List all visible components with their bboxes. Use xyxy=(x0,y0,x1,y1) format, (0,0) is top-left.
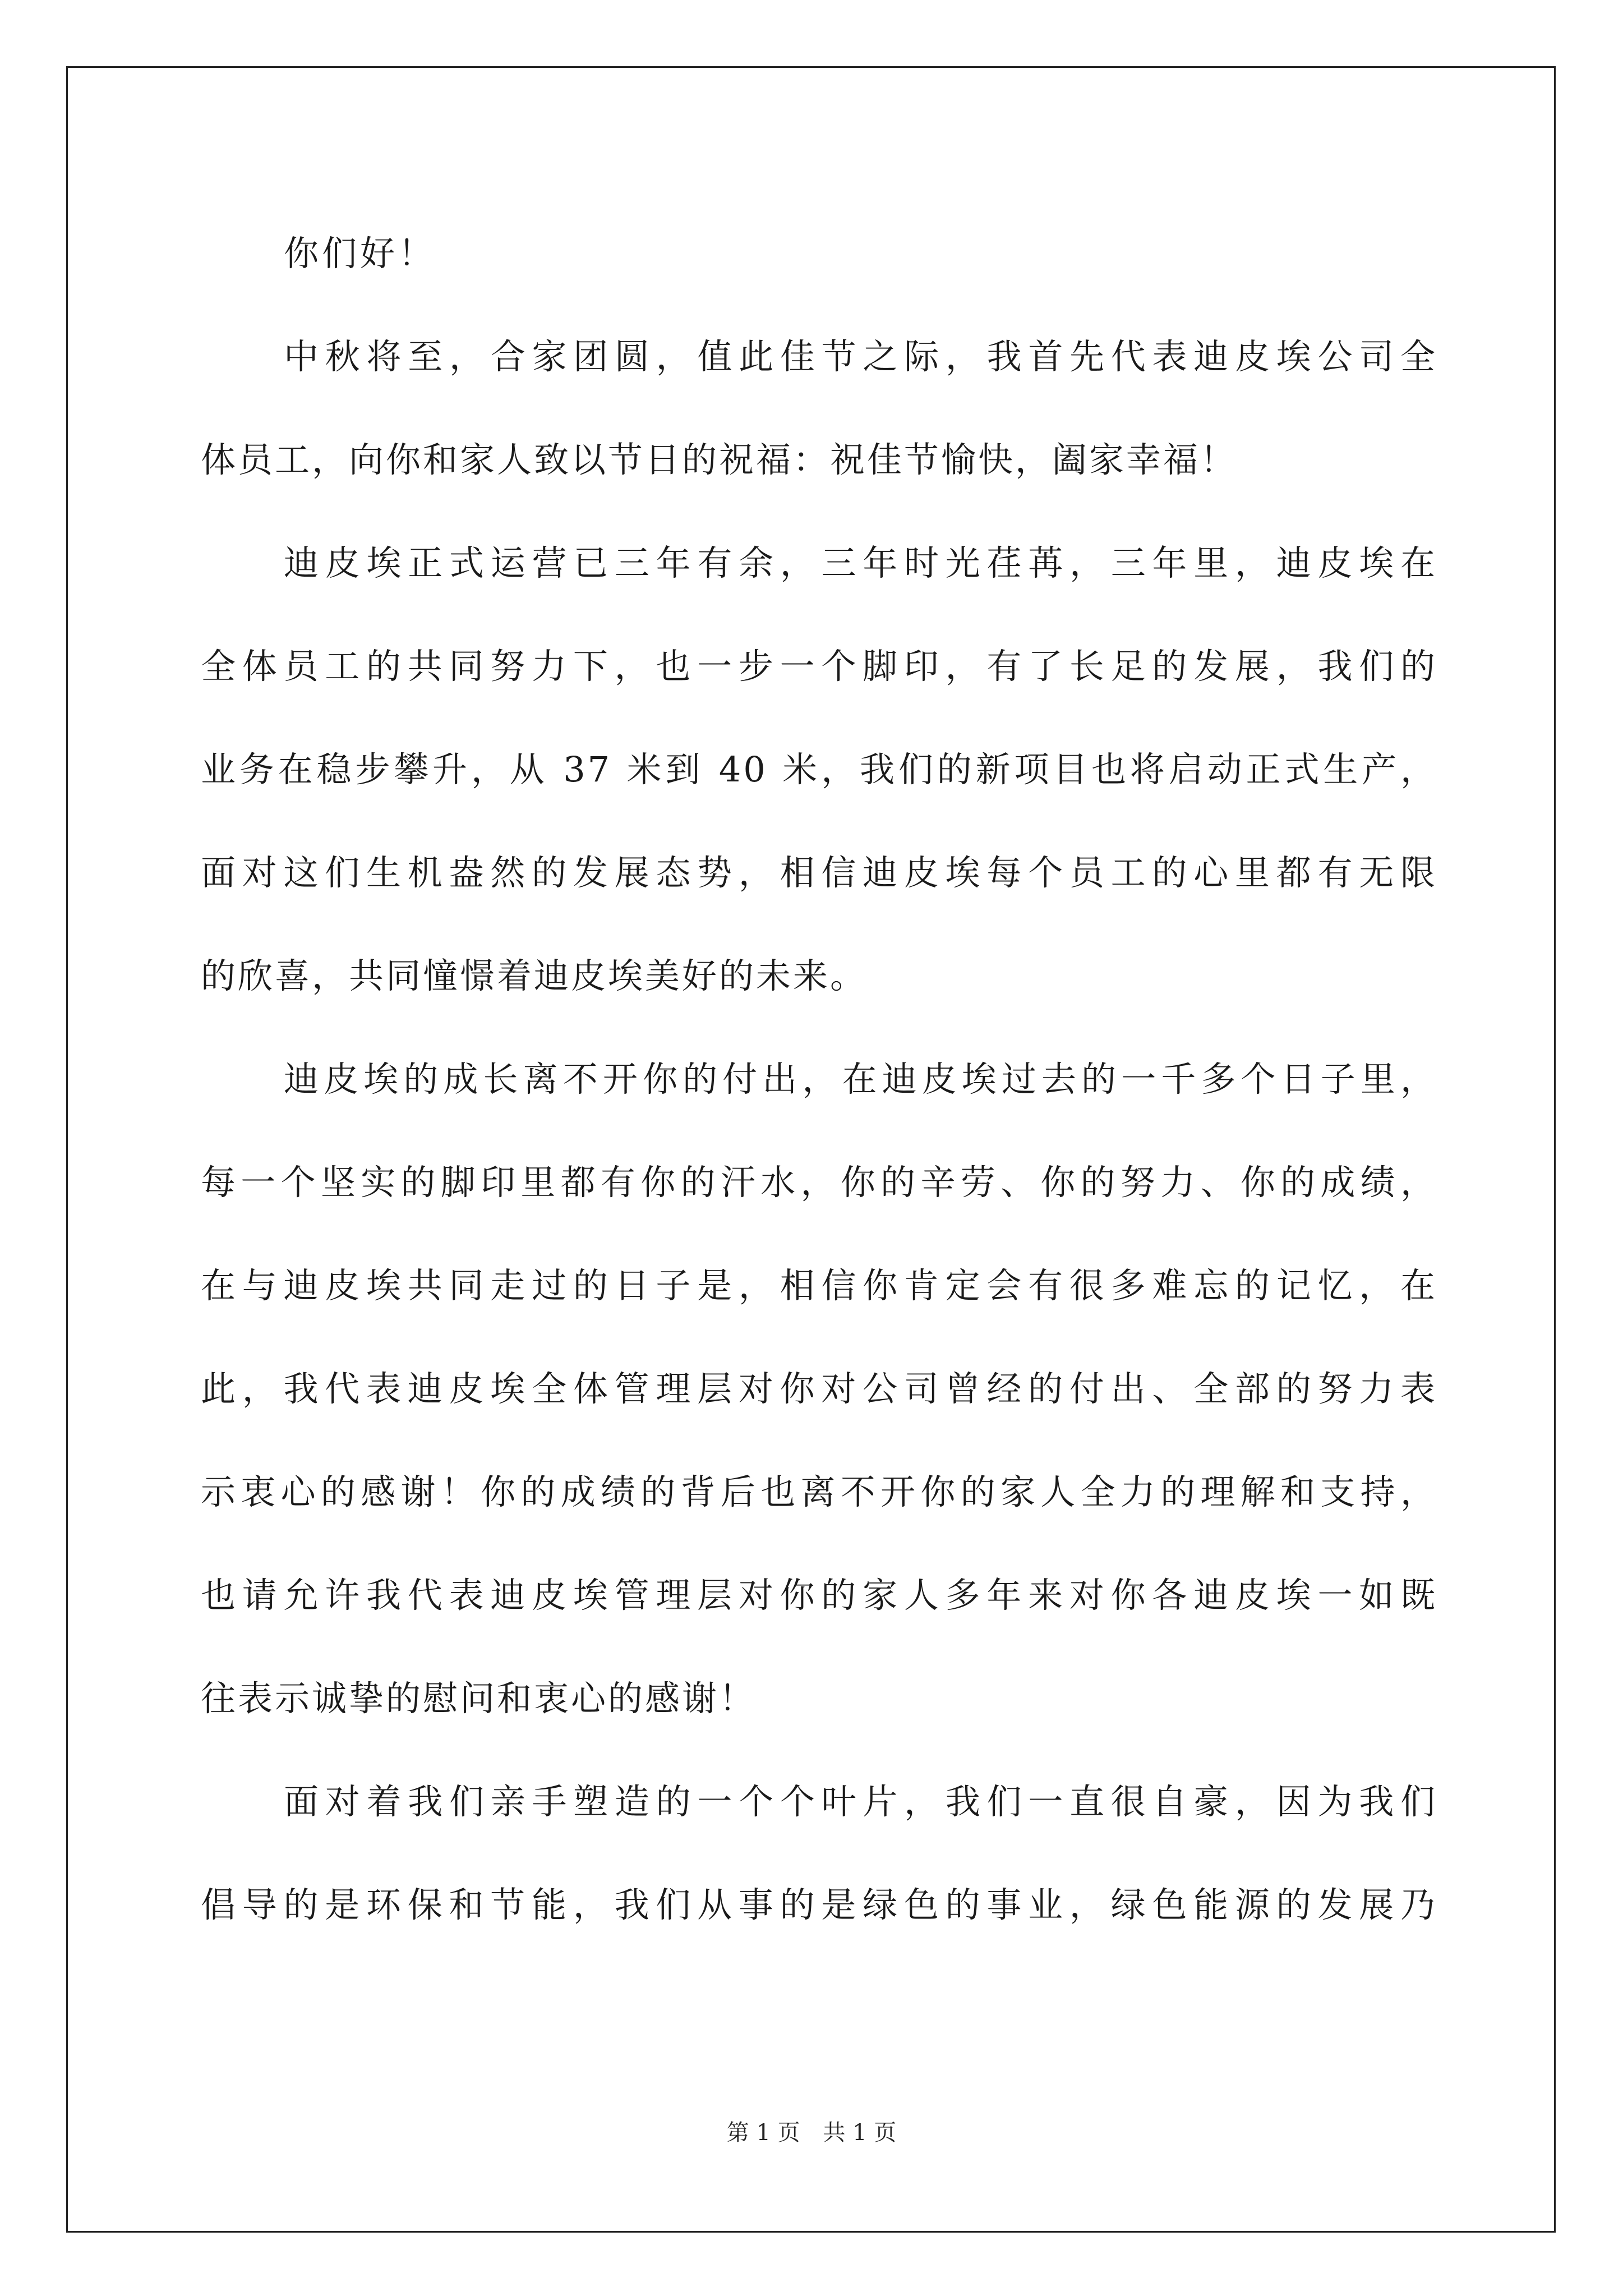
paragraph-1 xyxy=(201,305,1437,512)
greeting: 你们好！ xyxy=(284,233,437,274)
paragraph-line: 示衷心的感谢！你的成绩的背后也离不开你的家人全力的理解和支持， xyxy=(201,1471,1437,1512)
document-body xyxy=(201,202,1437,1957)
paragraph-line: 迪皮埃正式运营已三年有余，三年时光荏苒，三年里，迪皮埃在 xyxy=(284,542,1437,583)
paragraph-line: 体员工，向你和家人致以节日的祝福：祝佳节愉快，阖家幸福！ xyxy=(201,439,1238,480)
paragraph-line: 中秋将至，合家团圆，值此佳节之际，我首先代表迪皮埃公司全 xyxy=(284,336,1437,377)
paragraph-line: 的欣喜，共同憧憬着迪皮埃美好的未来。 xyxy=(201,955,868,996)
paragraph-line: 在与迪皮埃共同走过的日子是，相信你肯定会有很多难忘的记忆，在 xyxy=(201,1265,1437,1306)
paragraph-3 xyxy=(201,1028,1437,1750)
paragraph-line: 此，我代表迪皮埃全体管理层对你对公司曾经的付出、全部的努力表 xyxy=(201,1368,1437,1409)
page-footer xyxy=(0,2115,1623,2147)
paragraph-line: 业务在稳步攀升，从 37 米到 40 米，我们的新项目也将启动正式生产， xyxy=(201,749,1437,790)
paragraph-line: 面对着我们亲手塑造的一个个叶片，我们一直很自豪，因为我们 xyxy=(284,1781,1437,1822)
paragraph-line: 也请允许我代表迪皮埃管理层对你的家人多年来对你各迪皮埃一如既 xyxy=(201,1575,1437,1616)
paragraph-line: 全体员工的共同努力下，也一步一个脚印，有了长足的发展，我们的 xyxy=(201,646,1437,687)
paragraph-line: 迪皮埃的成长离不开你的付出，在迪皮埃过去的一千多个日子里， xyxy=(284,1059,1437,1099)
page-number: 第 1 页 xyxy=(726,2120,800,2146)
paragraph-4 xyxy=(201,1750,1437,1957)
paragraph-line: 往表示诚挚的慰问和衷心的感谢！ xyxy=(201,1678,757,1719)
paragraph-2 xyxy=(201,512,1437,1028)
page-total: 共 1 页 xyxy=(823,2120,897,2146)
paragraph-line: 面对这们生机盎然的发展态势，相信迪皮埃每个员工的心里都有无限 xyxy=(201,852,1437,893)
paragraph-line: 倡导的是环保和节能，我们从事的是绿色的事业，绿色能源的发展乃 xyxy=(201,1884,1437,1925)
paragraph-line: 每一个坚实的脚印里都有你的汗水，你的辛劳、你的努力、你的成绩， xyxy=(201,1162,1437,1203)
